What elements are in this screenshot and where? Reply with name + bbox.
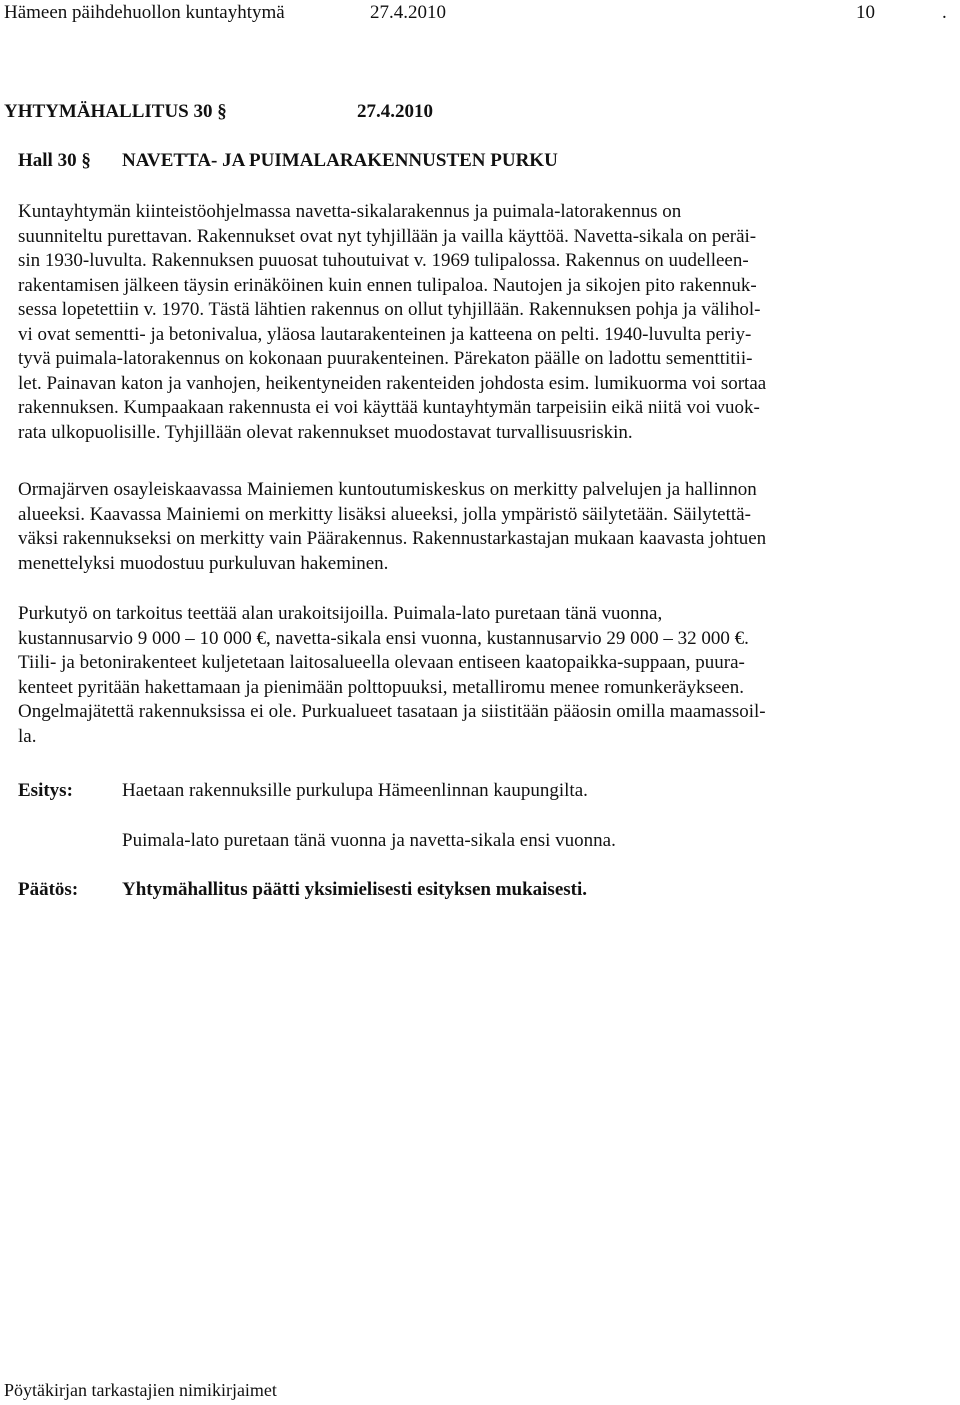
paragraph-zoning: [18, 478, 938, 576]
paragraph-line: vi ovat sementti- ja betonivalua, yläosa lautarakenteinen ja katteena on pelti. 1940-luvulta periy-: [18, 323, 752, 345]
paragraph-line: rakentamisen jälkeen täysin erinäköinen kuin ennen tulipaloa. Nautojen ja sikojen pito rakennuk-: [18, 274, 757, 296]
meeting-date: 27.4.2010: [357, 101, 433, 122]
header-date: 27.4.2010: [370, 2, 446, 23]
paragraph-line: väksi rakennukseksi on merkitty vain Päärakennus. Rakennustarkastajan mukaan kaavasta johtuen: [18, 528, 767, 549]
paragraph-line: sin 1930-luvulta. Rakennuksen puuosat tuhoutuivat v. 1969 tulipalossa. Rakennus on uudelleen-: [18, 250, 749, 271]
decision-label: Päätös:: [18, 879, 79, 900]
section-number: Hall 30 §: [18, 150, 91, 171]
paragraph-line: Purkutyö on tarkoitus teettää alan urakoitsijoilla. Puimala-lato puretaan tänä vuonna,: [18, 603, 663, 624]
paragraph-demolition: [18, 602, 938, 749]
paragraph-line: menettelyksi muodostuu purkuluvan hakeminen.: [18, 552, 389, 574]
header-trailing-dot: .: [942, 2, 947, 23]
paragraph-line: rata ulkopuolisille. Tyhjillään olevat rakennukset muodostavat turvallisuusriskin.: [18, 421, 633, 443]
section-title: NAVETTA- JA PUIMALARAKENNUSTEN PURKU: [122, 150, 558, 171]
proposal-label: Esitys:: [18, 780, 73, 801]
paragraph-line: let. Painavan katon ja vanhojen, heikentyneiden rakenteiden johdosta esim. lumikuorma voi sortaa: [18, 372, 767, 394]
paragraph-line: Kuntayhtymän kiinteistöohjelmassa navetta-sikalarakennus ja puimala-latorakennus on: [18, 201, 682, 222]
paragraph-background: [18, 200, 938, 445]
paragraph-line: Tiili- ja betonirakenteet kuljetetaan laitosalueella olevaan entiseen kaatopaikka-suppaan, puura-: [18, 652, 745, 673]
footer-initials-note: Pöytäkirjan tarkastajien nimikirjaimet: [4, 1380, 277, 1400]
paragraph-line: Ormajärven osayleiskaavassa Mainiemen kuntoutumiskeskus on merkitty palvelujen ja hallinnon: [18, 479, 757, 500]
proposal-text-secondary: Puimala-lato puretaan tänä vuonna ja navetta-sikala ensi vuonna.: [122, 830, 616, 851]
paragraph-line: kustannusarvio 9 000 – 10 000 €, navetta-sikala ensi vuonna, kustannusarvio 29 000 – 32 000 €.: [18, 627, 749, 649]
page-number: 10: [856, 2, 875, 23]
paragraph-line: kenteet pyritään hakettamaan ja pienimään polttopuuksi, metalliromu menee romunkeräykseen.: [18, 676, 744, 698]
paragraph-line: la.: [18, 725, 37, 747]
paragraph-line: sessa lopetettiin v. 1970. Tästä lähtien rakennus on ollut tyhjillään. Rakennuksen pohja ja välihol-: [18, 299, 761, 320]
proposal-text: Haetaan rakennuksille purkulupa Hämeenlinnan kaupungilta.: [122, 780, 588, 801]
meeting-title: YHTYMÄHALLITUS 30 §: [4, 101, 227, 122]
paragraph-line: alueeksi. Kaavassa Mainiemi on merkitty lisäksi alueeksi, jolla ympäristö säilytetään. Säilytettä-: [18, 503, 751, 525]
paragraph-line: suunniteltu purettavan. Rakennukset ovat nyt tyhjillään ja vailla käyttöä. Navetta-sikala on peräi-: [18, 225, 757, 247]
decision-text: Yhtymähallitus päätti yksimielisesti esityksen mukaisesti.: [122, 879, 588, 900]
paragraph-line: Ongelmajätettä rakennuksissa ei ole. Purkualueet tasataan ja siistitään pääosin omilla maamassoil-: [18, 701, 766, 722]
header-organization: Hämeen päihdehuollon kuntayhtymä: [4, 2, 285, 23]
paragraph-line: tyvä puimala-latorakennus on kokonaan puurakenteinen. Pärekaton päälle on ladottu sementtitii-: [18, 348, 753, 369]
paragraph-line: rakennuksen. Kumpaakaan rakennusta ei voi käyttää kuntayhtymän tarpeisiin eikä niitä voi vuok-: [18, 397, 760, 418]
